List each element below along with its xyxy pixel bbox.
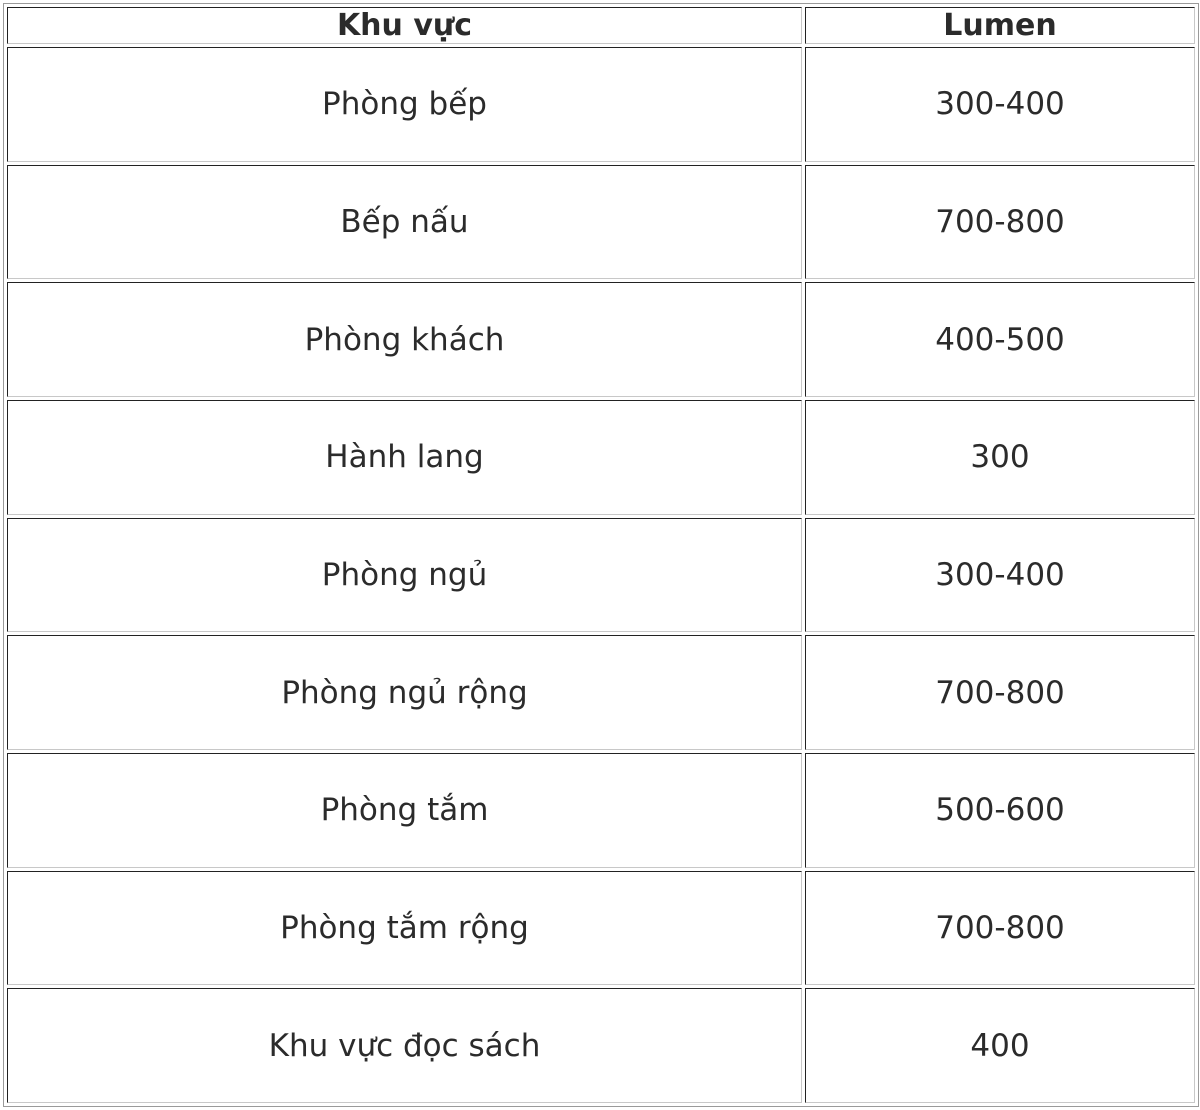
- cell-area: Phòng khách: [7, 282, 802, 397]
- header-area: Khu vực: [7, 7, 802, 44]
- table-row: [7, 518, 1195, 633]
- cell-lumen: 700-800: [805, 635, 1195, 750]
- table-row: [7, 400, 1195, 515]
- cell-area: Khu vực đọc sách: [7, 988, 802, 1103]
- cell-area: Hành lang: [7, 400, 802, 515]
- cell-lumen: 300-400: [805, 47, 1195, 162]
- cell-area: Bếp nấu: [7, 165, 802, 280]
- cell-lumen: 400-500: [805, 282, 1195, 397]
- cell-area: Phòng ngủ rộng: [7, 635, 802, 750]
- cell-area: Phòng tắm rộng: [7, 871, 802, 986]
- table-row: [7, 635, 1195, 750]
- cell-lumen: 400: [805, 988, 1195, 1103]
- table-row: [7, 988, 1195, 1103]
- table-row: [7, 165, 1195, 280]
- cell-area: Phòng tắm: [7, 753, 802, 868]
- cell-lumen: 300: [805, 400, 1195, 515]
- cell-area: Phòng bếp: [7, 47, 802, 162]
- table-row: [7, 753, 1195, 868]
- cell-lumen: 700-800: [805, 165, 1195, 280]
- cell-lumen: 700-800: [805, 871, 1195, 986]
- cell-area: Phòng ngủ: [7, 518, 802, 633]
- lumen-table: [3, 3, 1199, 1107]
- table-row: [7, 282, 1195, 397]
- table-header-row: [7, 7, 1195, 44]
- cell-lumen: 300-400: [805, 518, 1195, 633]
- table-row: [7, 47, 1195, 162]
- header-lumen: Lumen: [805, 7, 1195, 44]
- cell-lumen: 500-600: [805, 753, 1195, 868]
- table-row: [7, 871, 1195, 986]
